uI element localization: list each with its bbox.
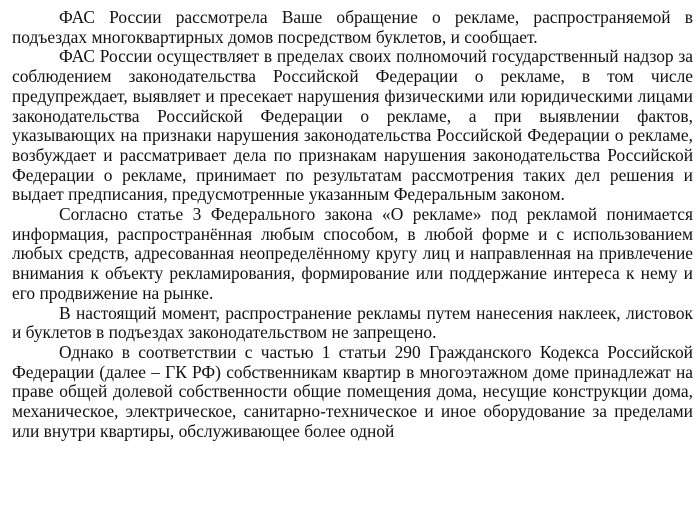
paragraph-advertising-definition: Согласно статье 3 Федерального закона «О рекламе» под рекламой понимается информация, распространённая любым способом, в любой форме и с использованием любых средств, адресованная неопределённому кругу лиц и направленная на привлечение внимания к объекту рекламирования, формирование или поддержание интереса к нему и его продвижение на рынке.	[12, 204, 693, 303]
paragraph-fas-authority: ФАС России осуществляет в пределах своих полномочий государственный надзор за соблюдением законодательства Российской Федерации о рекламе, в том числе предупреждает, выявляет и пресекает нарушения физическими или юридическими лицами законодательства Российской Федерации о рекламе, а при выявлении фактов, указывающих на признаки нарушения законодательства Российской Федерации о рекламе, возбуждает и рассматривает дела по признакам нарушения законодательства Российской Федерации о рекламе, принимает по результатам рассмотрения таких дел решения и выдает предписания, предусмотренные указанным Федеральным законом.	[12, 46, 693, 205]
paragraph-current-status: В настоящий момент, распространение рекламы путем нанесения наклеек, листовок и буклетов в подъездах законодательством не запрещено.	[12, 302, 693, 343]
document-page	[12, 8, 693, 441]
paragraph-fas-review: ФАС России рассмотрела Ваше обращение о рекламе, распространяемой в подъездах многоквартирных домов посредством буклетов, и сообщает.	[12, 7, 693, 47]
paragraph-civil-code: Однако в соответствии с частью 1 статьи 290 Гражданского Кодекса Российской Федерации (далее – ГК РФ) собственникам квартир в многоэтажном доме принадлежат на праве общей долевой собственности общие помещения дома, несущие конструкции дома, механическое, электрическое, санитарно-техническое и иное оборудование за пределами или внутри квартиры, обслуживающее более одной	[12, 341, 693, 441]
